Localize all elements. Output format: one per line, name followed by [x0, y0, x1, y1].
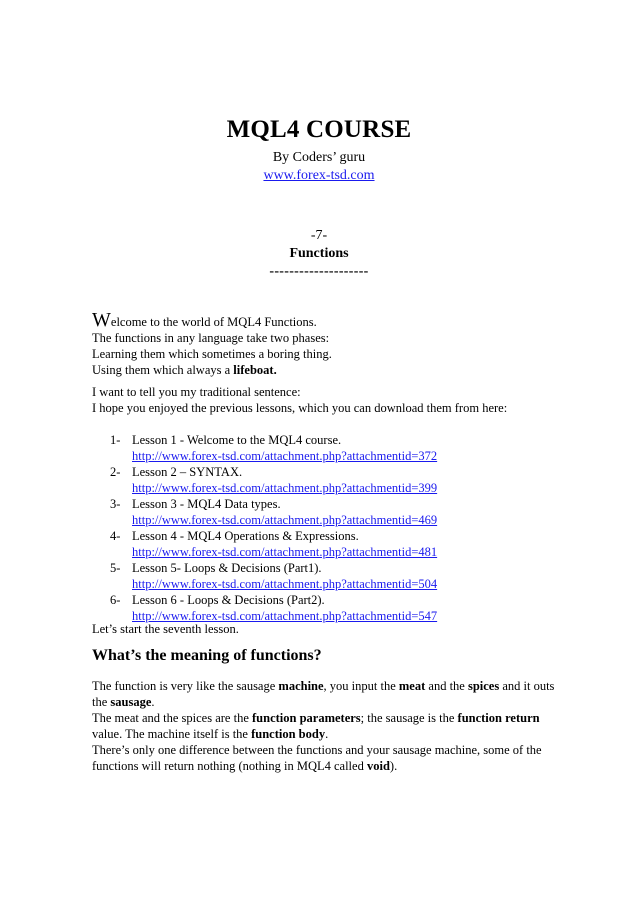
- course-title: MQL4 COURSE: [226, 116, 412, 143]
- meaning-text: ; the sausage is the: [360, 711, 458, 725]
- bold-function-parameters: function parameters: [252, 711, 361, 725]
- meaning-text: .: [325, 727, 329, 741]
- site-link-row: [0, 168, 638, 184]
- lifeboat-bold: lifeboat.: [233, 363, 277, 377]
- bold-sausage: sausage: [110, 695, 152, 709]
- site-link[interactable]: www.forex-tsd.com: [263, 168, 375, 183]
- meaning-text: , you input the: [323, 679, 399, 693]
- list-number: 3-: [110, 497, 121, 511]
- lesson-link[interactable]: http://www.forex-tsd.com/attachment.php?attachmentid=504: [132, 577, 438, 591]
- bold-machine: machine: [278, 679, 324, 693]
- list-number: 1-: [110, 433, 121, 447]
- list-item: [110, 592, 570, 624]
- lesson-link[interactable]: http://www.forex-tsd.com/attachment.php?attachmentid=372: [132, 449, 438, 463]
- lesson-name: Lesson 1 - Welcome to the MQL4 course.: [132, 433, 342, 447]
- list-number: 6-: [110, 593, 121, 607]
- list-item: [110, 432, 570, 464]
- lesson-link[interactable]: http://www.forex-tsd.com/attachment.php?attachmentid=399: [132, 481, 438, 495]
- section-heading: What’s the meaning of functions?: [92, 647, 322, 664]
- bold-meat: meat: [398, 679, 426, 693]
- list-number: 2-: [110, 465, 121, 479]
- meaning-text: and it outs the: [92, 679, 555, 709]
- intro-line-1: [92, 309, 562, 331]
- meaning-text: value. The machine itself is the: [92, 727, 252, 741]
- bold-function-body: function body: [251, 727, 326, 741]
- tradition-line-2: I hope you enjoyed the previous lessons, which you can download them from here:: [92, 401, 508, 415]
- lesson-link[interactable]: http://www.forex-tsd.com/attachment.php?attachmentid=481: [132, 545, 438, 559]
- intro-paragraph: [92, 309, 562, 378]
- drop-letter: W: [92, 309, 111, 331]
- list-item: [110, 560, 570, 592]
- author-byline: By Coders’ guru: [272, 150, 366, 165]
- intro-line-3: Learning them which sometimes a boring thing.: [92, 347, 332, 361]
- lesson-name: Lesson 5- Loops & Decisions (Part1).: [132, 561, 322, 575]
- start-line: Let’s start the seventh lesson.: [92, 622, 239, 636]
- bold-void: void: [366, 759, 390, 773]
- lesson-number: -7-: [310, 228, 328, 243]
- lesson-link[interactable]: http://www.forex-tsd.com/attachment.php?attachmentid=547: [132, 609, 438, 623]
- list-item: [110, 496, 570, 528]
- lesson-name: Lesson 3 - MQL4 Data types.: [132, 497, 281, 511]
- meaning-text: The function is very like the sausage: [92, 679, 279, 693]
- list-item: [110, 528, 570, 560]
- meaning-text: There’s only one difference between the functions and your sausage machine, some of the functions will return nothing (nothing in MQL4 called: [92, 743, 542, 773]
- lesson-name: Lesson 4 - MQL4 Operations & Expressions.: [132, 529, 359, 543]
- intro-line-4-text: Using them which always a: [92, 363, 234, 377]
- tradition-line-1: I want to tell you my traditional sentence:: [92, 385, 301, 399]
- bold-spices: spices: [467, 679, 500, 693]
- lesson-title: Functions: [289, 246, 349, 261]
- intro-line-2: The functions in any language take two phases:: [92, 331, 330, 345]
- tradition-paragraph: [92, 384, 562, 416]
- lesson-name: Lesson 2 – SYNTAX.: [132, 465, 243, 479]
- title-separator: --------------------: [269, 264, 369, 279]
- meaning-text: The meat and the spices are the: [92, 711, 252, 725]
- lesson-name: Lesson 6 - Loops & Decisions (Part2).: [132, 593, 325, 607]
- meaning-paragraph: [92, 678, 562, 774]
- bold-function-return: function return: [457, 711, 540, 725]
- meaning-text: and the: [425, 679, 468, 693]
- lesson-list: [110, 432, 570, 624]
- intro-line-4: [92, 362, 562, 378]
- list-item: [110, 464, 570, 496]
- meaning-text: ).: [389, 759, 398, 773]
- meaning-text: .: [151, 695, 155, 709]
- list-number: 4-: [110, 529, 121, 543]
- intro-line-1-text: elcome to the world of MQL4 Functions.: [110, 315, 317, 329]
- list-number: 5-: [110, 561, 121, 575]
- lesson-link[interactable]: http://www.forex-tsd.com/attachment.php?attachmentid=469: [132, 513, 438, 527]
